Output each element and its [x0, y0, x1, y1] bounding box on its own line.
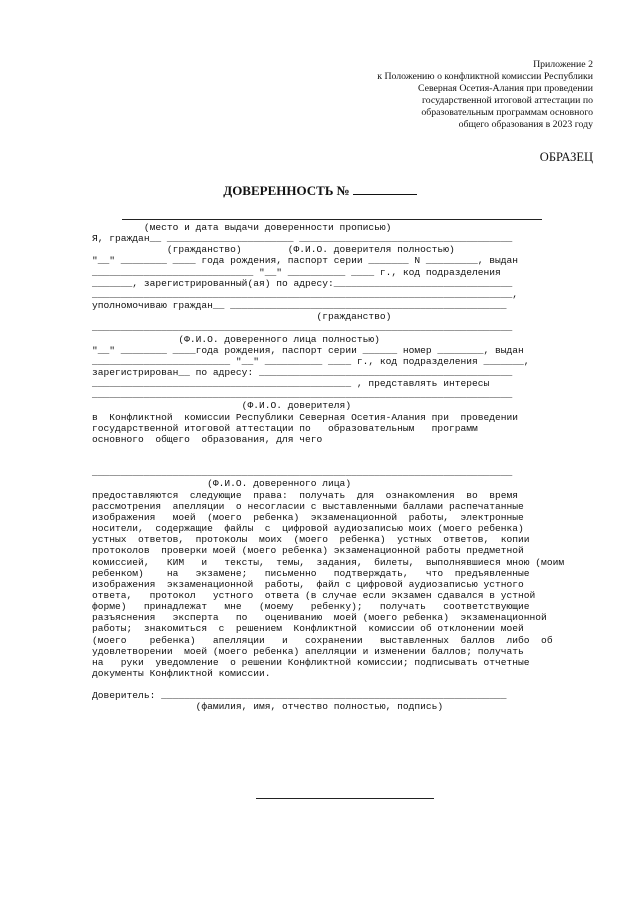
body-line: Я, граждан__ ______________________ _____________________________________: [92, 233, 513, 245]
annex-line: образовательным программам основного: [421, 107, 593, 118]
body-line: _________________________________________________________________________: [92, 322, 513, 334]
document-title-text: ДОВЕРЕННОСТЬ №: [223, 183, 350, 198]
document-number-line: [353, 184, 417, 195]
body-line: (Ф.И.О. доверенного лица): [92, 478, 352, 490]
body-line: устных ответов, протоколы моих (моего ребенка) устных ответов, копии: [92, 534, 530, 546]
body-line: _______, зарегистрированный(ая) по адресу:_______________________________: [92, 277, 513, 289]
body-line: комиссией, КИМ и тексты, темы, задания, билеты, выполнявшиеся мною (моим: [92, 556, 565, 568]
body-line: (гражданство) (Ф.И.О. доверителя полностью): [92, 244, 455, 256]
annex-line: государственной итоговой аттестации по: [421, 95, 593, 106]
annex-line: общего образования в 2023 году: [458, 119, 593, 130]
body-line: на руки уведомление о решении Конфликтной комиссии; подписывать отчетные: [92, 656, 530, 668]
body-line: форме) принадлежат мне (моему ребенку); получать соответствующие: [92, 601, 530, 613]
signature-line: [256, 798, 434, 799]
body-line: предоставляются следующие права: получать для ознакомления во время: [92, 489, 519, 501]
body-line: зарегистрирован__ по адресу: ____________________________________________: [92, 366, 513, 378]
body-line: основного общего образования, для чего: [92, 433, 323, 445]
body-line: в Конфликтной комиссии Республики Северная Осетия-Алания при проведении: [92, 411, 519, 423]
body-line: изображения экзаменационной работы, файл с цифровой аудиозаписью устного: [92, 578, 524, 590]
body-line: (Ф.И.О. доверенного лица полностью): [92, 333, 380, 345]
annex-block: [333, 59, 593, 131]
body-line: удовлетворении моей (моего ребенка) апелляции и изменении баллов; получать: [92, 645, 524, 657]
body-line: (моего ребенка) апелляции и сохранении выставленных баллов либо об: [92, 634, 553, 646]
body-line: "__" ________ ____года рождения, паспорт серии ______ номер ________, выдан: [92, 344, 524, 356]
annex-line: Северная Осетия-Алания при проведении: [417, 83, 593, 94]
body-line: носители, содержащие файлы с цифровой аудиозаписью моих (моего ребенка): [92, 523, 524, 535]
body-line: _________________________________________________________________________: [92, 389, 513, 401]
body-line: уполномочиваю граждан__ ________________________________________________: [92, 300, 507, 312]
body-line: разъяснения эксперта по оцениванию моей (моего ребенка) экзаменационной: [92, 612, 547, 624]
annex-line: Приложение 2: [533, 59, 593, 70]
body-line: ____________________________ "__" __________ ____ г., код подразделения: [92, 266, 501, 278]
body-line: государственной итоговой аттестации по образовательным программ: [92, 422, 478, 434]
body-line: (гражданство): [92, 311, 392, 323]
body-line: протоколов проверки моей (моего ребенка) экзаменационной работы предметной: [92, 545, 524, 557]
body-line: рассмотрения апелляции о несогласии с выставленными баллами распечатанные: [92, 500, 524, 512]
body-line: ответа, протокол устного ответа (в случае если экзамен сдавался в устной: [92, 589, 536, 601]
body-line: "__" ________ ____ года рождения, паспорт серии _______ N _________, выдан: [92, 255, 519, 267]
body-line: _________________________________________________________________________: [92, 467, 513, 479]
body-line: ________________________ "__" __________ ____ г., код подразделения _______,: [92, 355, 530, 367]
annex-line: к Положению о конфликтной комиссии Республики: [377, 71, 593, 82]
body-line: работы; знакомиться с решением Конфликтной комиссии об отклонении моей: [92, 623, 524, 635]
sample-stamp: ОБРАЗЕЦ: [539, 150, 593, 164]
body-line: (Ф.И.О. доверителя): [92, 400, 352, 412]
body-line: _________________________________________________________________________,: [92, 288, 519, 300]
body-line: _____________________________________________ , представлять интересы: [92, 378, 490, 390]
body-line: изображения моей (моего ребенка) экзаменационной работы, электронные: [92, 511, 524, 523]
body-line: (фамилия, имя, отчество полностью, подпись): [92, 701, 444, 713]
body-line: документы Конфликтной комиссии.: [92, 668, 271, 679]
body-line: (место и дата выдачи доверенности прописью): [92, 222, 392, 233]
body-line: ребенком) на экзамене; письменно подтверждать, что предъявленные: [92, 567, 530, 579]
place-date-line: [122, 219, 542, 220]
document-title: [0, 183, 640, 199]
body-line: Доверитель: ____________________________________________________________: [92, 690, 507, 702]
